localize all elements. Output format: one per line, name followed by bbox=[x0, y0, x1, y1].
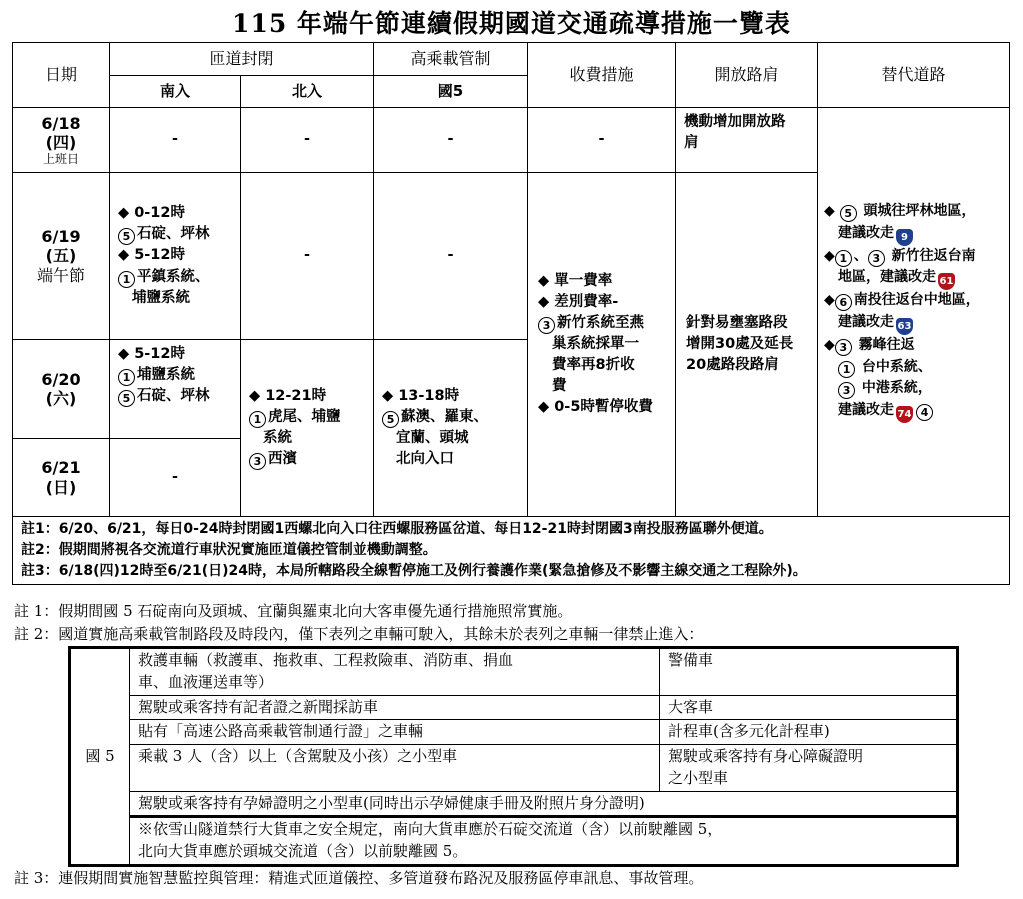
alt-text: 頭城往坪林地區， bbox=[863, 202, 976, 219]
table-notes bbox=[13, 517, 1010, 585]
alt-line bbox=[824, 267, 1003, 290]
toll-measures-cell bbox=[528, 173, 676, 517]
hov-text: 宜蘭、頭城 bbox=[396, 430, 469, 446]
header-north-in: 北入 bbox=[241, 76, 374, 108]
note-2: 註 2：國道實施高乘載管制路段及時段內，僅下表列之車輛可駛入，其餘未於表列之車輛一律禁止進入： bbox=[14, 625, 704, 643]
route-circle-icon: 4 bbox=[916, 404, 933, 421]
shoulder-line: 機動增加開放路 bbox=[684, 114, 786, 130]
freeway-shield-icon: 9 bbox=[896, 229, 913, 246]
vehicle-table-label: 國 5 bbox=[70, 648, 130, 866]
closure-text: 虎尾、埔鹽 bbox=[268, 408, 341, 425]
date-cell-621 bbox=[13, 439, 110, 517]
closure-text: 平鎮系統、 bbox=[137, 268, 210, 285]
cell-618-north: - bbox=[241, 108, 374, 173]
table-note: 註2：假期間將視各交流道行車狀況實施匝道儀控管制並機動調整。 bbox=[21, 542, 437, 558]
date-note: 上班日 bbox=[42, 151, 79, 166]
header-hov: 高乘載管制 bbox=[374, 43, 528, 76]
vehicle-cell: 駕駛或乘客持有記者證之新聞採訪車 bbox=[130, 695, 660, 720]
shoulder-line: 增開30處及延長 bbox=[686, 335, 794, 352]
alt-text: 建議改走 bbox=[838, 224, 895, 241]
note-1: 註 1：假期間國 5 石碇南向及頭城、宜蘭與羅東北向大客車優先通行措施照常實施。 bbox=[14, 602, 573, 620]
header-south-in: 南入 bbox=[110, 76, 241, 108]
alt-line bbox=[824, 378, 1003, 400]
closure-line bbox=[118, 386, 232, 407]
shoulder-line: 20處路段路肩 bbox=[686, 357, 779, 373]
toll-line: 3 新竹系統至燕 bbox=[538, 313, 665, 334]
closure-text: 石碇、坪林 bbox=[137, 226, 210, 243]
alt-text: 霧峰往返 bbox=[858, 337, 915, 353]
route-circle-icon: 1 bbox=[118, 369, 135, 386]
alt-line: ◆ 3 霧峰往返 bbox=[824, 337, 915, 354]
route-circle-icon: 3 bbox=[249, 453, 266, 470]
cell-619-hov: - bbox=[374, 173, 528, 340]
cell-618-hov: - bbox=[374, 108, 528, 173]
header-nat5: 國5 bbox=[374, 76, 528, 108]
alt-line: ◆ 5 頭城往坪林地區， bbox=[824, 202, 976, 220]
cell-620-south bbox=[110, 340, 241, 439]
date-cell-619 bbox=[13, 173, 110, 340]
cell-618-shoulder bbox=[676, 108, 818, 173]
closure-text: 埔鹽系統 bbox=[132, 289, 190, 306]
shoulder-line: 肩 bbox=[684, 135, 699, 152]
vehicle-cell: 警備車 bbox=[660, 648, 958, 696]
weekday: (四) bbox=[45, 132, 77, 152]
vehicle-truck-rule: ※依雪山隧道禁行大貨車之安全規定，南向大貨車應於石碇交流道（含）以前駛離國 5， 北向大貨車應於頭城交流道（含）以前駛離國 5。 bbox=[130, 817, 958, 866]
route-circle-icon: 3 bbox=[538, 317, 555, 334]
header-alt-routes: 替代道路 bbox=[818, 43, 1010, 108]
vehicle-cell: 大客車 bbox=[660, 695, 958, 720]
vehicle-cell: 貼有「高速公路高乘載管制通行證」之車輛 bbox=[130, 720, 660, 745]
route-circle-icon: 1 bbox=[835, 250, 852, 267]
vehicle-cell: 計程車(含多元化計程車) bbox=[660, 720, 958, 745]
vehicle-cell: 駕駛或乘客持有身心障礙證明 之小型車 bbox=[660, 745, 958, 792]
closure-text: 埔鹽系統 bbox=[137, 367, 195, 384]
route-circle-icon: 5 bbox=[382, 411, 399, 428]
route-circle-icon: 3 bbox=[838, 382, 855, 399]
closure-text: 西濱 bbox=[268, 451, 297, 468]
alt-line: ◆ 6 南投往返台中地區， bbox=[824, 292, 980, 310]
route-circle-icon: 3 bbox=[868, 250, 885, 267]
alt-line bbox=[824, 400, 1003, 423]
toll-line: ◆ 單一費率 bbox=[538, 272, 613, 289]
date-note: 端午節 bbox=[36, 265, 85, 285]
closure-line bbox=[118, 365, 232, 386]
closure-line bbox=[249, 407, 365, 428]
weekday: (五) bbox=[45, 246, 77, 266]
route-circle-icon: 1 bbox=[118, 271, 135, 288]
note-3: 註 3：連假期間實施智慧監控與管理：精進式匝道儀控、多管道發布路況及服務區停車訊息、事故管理。 bbox=[14, 869, 704, 887]
closure-time: ◆ 5-12時 bbox=[118, 247, 185, 264]
date-cell-618 bbox=[13, 108, 110, 173]
cell-619-north: - bbox=[241, 173, 374, 340]
date: 6/20 bbox=[41, 369, 81, 389]
toll-line: 費 bbox=[552, 378, 567, 395]
header-toll: 收費措施 bbox=[528, 43, 676, 108]
shoulder-main-cell bbox=[676, 173, 818, 517]
weekday: (日) bbox=[45, 477, 77, 497]
closure-line bbox=[118, 267, 232, 288]
closure-line bbox=[118, 224, 232, 245]
alt-text: 新竹往返台南 bbox=[891, 247, 976, 264]
date: 6/18 bbox=[41, 113, 81, 133]
toll-line: ◆ 差別費率- bbox=[538, 293, 619, 310]
table-note: 註1：6/20、6/21，每日0-24時封閉國1西螺北向入口往西螺服務區岔道、每日12-21時封閉國3南投服務區聯外便道。 bbox=[21, 521, 773, 537]
header-ramp-closure: 匝道封閉 bbox=[110, 43, 374, 76]
route-circle-icon: 5 bbox=[118, 390, 135, 407]
route-circle-icon: 1 bbox=[838, 361, 855, 378]
alt-text: 中港系統， bbox=[861, 380, 932, 397]
alt-text: 建議改走 bbox=[838, 314, 895, 330]
hov-text: 蘇澳、羅東、 bbox=[401, 408, 489, 425]
table-note: 註3：6/18(四)12時至6/21(日)24時，本局所轄路段全線暫停施工及例行養護作業(緊急搶修及不影響主線交通之工程除外)。 bbox=[21, 563, 807, 579]
hov-time: ◆ 13-18時 bbox=[382, 387, 460, 404]
route-circle-icon: 5 bbox=[118, 228, 135, 245]
vehicle-table bbox=[68, 646, 959, 867]
provincial-shield-icon: 74 bbox=[896, 406, 913, 423]
closure-time: ◆ 12-21時 bbox=[249, 387, 327, 404]
provincial-shield-icon: 61 bbox=[938, 273, 955, 290]
shoulder-line: 針對易壅塞路段 bbox=[686, 314, 788, 331]
hov-line bbox=[382, 407, 519, 428]
date-cell-620 bbox=[13, 340, 110, 439]
vehicle-cell: 駕駛或乘客持有孕婦證明之小型車(同時出示孕婦健康手冊及附照片身分證明) bbox=[130, 791, 958, 817]
closure-text: 系統 bbox=[263, 430, 292, 446]
cell-619-south bbox=[110, 173, 241, 340]
toll-line: 費率再8折收 bbox=[552, 357, 635, 373]
alt-routes-cell bbox=[818, 108, 1010, 517]
alt-line bbox=[824, 357, 1003, 379]
freeway-shield-icon: 63 bbox=[896, 318, 913, 335]
route-circle-icon: 1 bbox=[249, 411, 266, 428]
route-circle-icon: 3 bbox=[835, 339, 852, 356]
date: 6/21 bbox=[41, 458, 81, 478]
cell-618-south: - bbox=[110, 108, 241, 173]
cell-620-hov bbox=[374, 340, 528, 517]
vehicle-cell: 救護車輛（救護車、拖救車、工程救險車、消防車、捐血 車、血液運送車等） bbox=[130, 648, 660, 696]
alt-text: 建議改走 bbox=[838, 402, 895, 419]
vehicle-cell: 乘載 3 人（含）以上（含駕駛及小孩）之小型車 bbox=[130, 745, 660, 792]
date: 6/19 bbox=[41, 227, 81, 247]
cell-621-south: - bbox=[110, 439, 241, 517]
route-circle-icon: 6 bbox=[835, 294, 852, 311]
alt-text: 南投往返台中地區， bbox=[853, 292, 980, 309]
alt-line bbox=[824, 223, 1003, 246]
route-circle-icon: 5 bbox=[840, 205, 857, 222]
alt-line bbox=[824, 312, 1003, 335]
weekday: (六) bbox=[45, 389, 77, 408]
cell-618-toll: - bbox=[528, 108, 676, 173]
header-date: 日期 bbox=[13, 43, 110, 108]
cell-620-north bbox=[241, 340, 374, 517]
page-title: 115 年端午節連續假期國道交通疏導措施一覽表 bbox=[232, 9, 791, 38]
closure-time: ◆ 5-12時 bbox=[118, 346, 185, 362]
measures-table bbox=[12, 42, 1010, 585]
closure-text: 石碇、坪林 bbox=[137, 388, 210, 405]
alt-text: 台中系統、 bbox=[861, 358, 932, 375]
toll-line: ◆ 0-5時暫停收費 bbox=[538, 399, 653, 416]
alt-text: 地區，建議改走 bbox=[838, 269, 937, 286]
closure-line bbox=[249, 449, 365, 470]
hov-text: 北向入口 bbox=[396, 451, 455, 468]
alt-line: ◆ 1 、 3 新竹往返台南 bbox=[824, 247, 976, 265]
toll-line: 巢系統採單一 bbox=[552, 335, 640, 352]
closure-time: ◆ 0-12時 bbox=[118, 205, 185, 222]
header-shoulder: 開放路肩 bbox=[676, 43, 818, 108]
